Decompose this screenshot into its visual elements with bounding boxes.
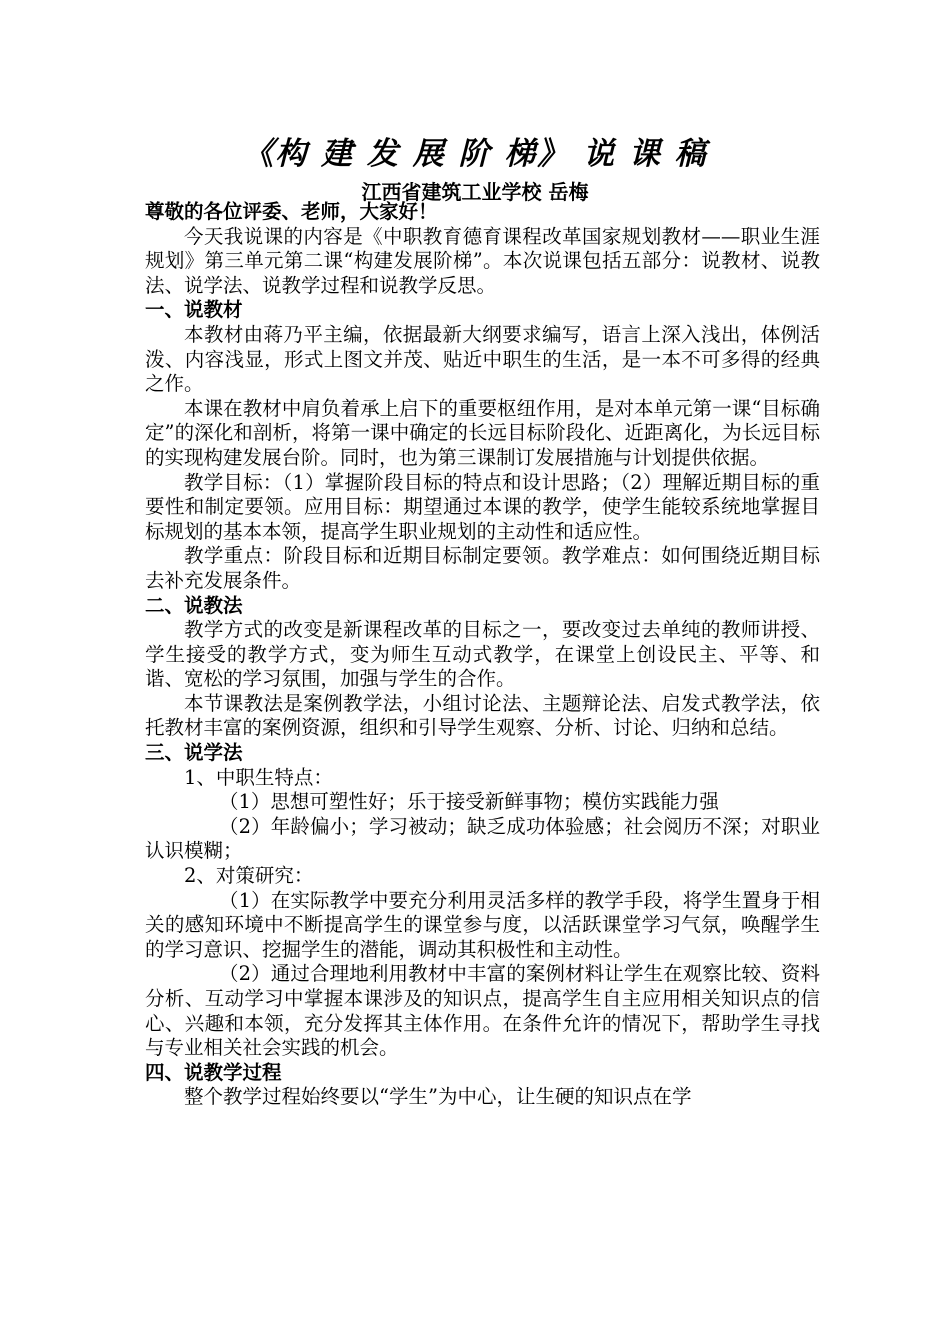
section-heading-learning-method: 三、说学法 xyxy=(145,741,243,765)
document-body xyxy=(145,200,820,1110)
author-line: 江西省建筑工业学校 岳梅 xyxy=(361,180,589,204)
list-item: 1、中职生特点： xyxy=(184,765,333,789)
list-item: （2）通过合理地利用教材中丰富的案例材料让学生在观察比较、资料分析、互动学习中掌握本课涉及的知识点，提高学生自主应用相关知识点的信心、兴趣和本领，充分发挥其主体作用。在条件允许的情况下，帮助学生寻找与专业相关社会实践的机会。 xyxy=(145,962,820,1060)
paragraph: 本节课教法是案例教学法，小组讨论法、主题辩论法、启发式教学法，依托教材丰富的案例资源，组织和引导学生观察、分析、讨论、归纳和总结。 xyxy=(145,691,820,740)
section-heading-textbook: 一、说教材 xyxy=(145,298,243,322)
list-item: （2）年龄偏小；学习被动；缺乏成功体验感；社会阅历不深；对职业认识模糊； xyxy=(145,814,820,863)
document-title: 《构 建 发 展 阶 梯》 说 课 稿 xyxy=(242,136,708,172)
list-item: 2、对策研究： xyxy=(184,864,314,888)
intro-paragraph: 今天我说课的内容是《中职教育德育课程改革国家规划教材——职业生涯规划》第三单元第二课“构建发展阶梯”。本次说课包括五部分：说教材、说教法、说学法、说教学过程和说教学反思。 xyxy=(145,224,820,297)
paragraph: 教学重点：阶段目标和近期目标制定要领。教学难点：如何围绕近期目标去补充发展条件。 xyxy=(145,544,820,592)
paragraph: 整个教学过程始终要以“学生”为中心，让生硬的知识点在学 xyxy=(184,1085,692,1109)
section-heading-teaching-process: 四、说教学过程 xyxy=(145,1060,282,1084)
paragraph: 本课在教材中肩负着承上启下的重要枢纽作用，是对本单元第一课“目标确定”的深化和剖析，将第一课中确定的长远目标阶段化、近距离化，为长远目标的实现构建发展台阶。同时，也为第三课制订发展措施与计划提供依据。 xyxy=(145,396,820,469)
section-heading-teaching-method: 二、说教法 xyxy=(145,593,243,617)
list-item: （1）在实际教学中要充分利用灵活多样的教学手段，将学生置身于相关的感知环境中不断提高学生的课堂参与度，以活跃课堂学习气氛，唤醒学生的学习意识、挖掘学生的潜能，调动其积极性和主动性。 xyxy=(145,888,820,961)
greeting: 尊敬的各位评委、老师，大家好！ xyxy=(145,200,438,223)
paragraph: 教学方式的改变是新课程改革的目标之一，要改变过去单纯的教师讲授、学生接受的教学方式，变为师生互动式教学，在课堂上创设民主、平等、和谐、宽松的学习氛围，加强与学生的合作。 xyxy=(145,618,820,691)
list-item: （1）思想可塑性好；乐于接受新鲜事物；模仿实践能力强 xyxy=(219,790,719,814)
paragraph: 教学目标：（1）掌握阶段目标的特点和设计思路；（2）理解近期目标的重要性和制定要领。应用目标：期望通过本课的教学，使学生能较系统地掌握目标规划的基本本领，提高学生职业规划的主动性和适应性。 xyxy=(145,470,820,543)
paragraph: 本教材由蒋乃平主编，依据最新大纲要求编写，语言上深入浅出，体例活泼、内容浅显，形式上图文并茂、贴近中职生的生活，是一本不可多得的经典之作。 xyxy=(145,322,820,396)
